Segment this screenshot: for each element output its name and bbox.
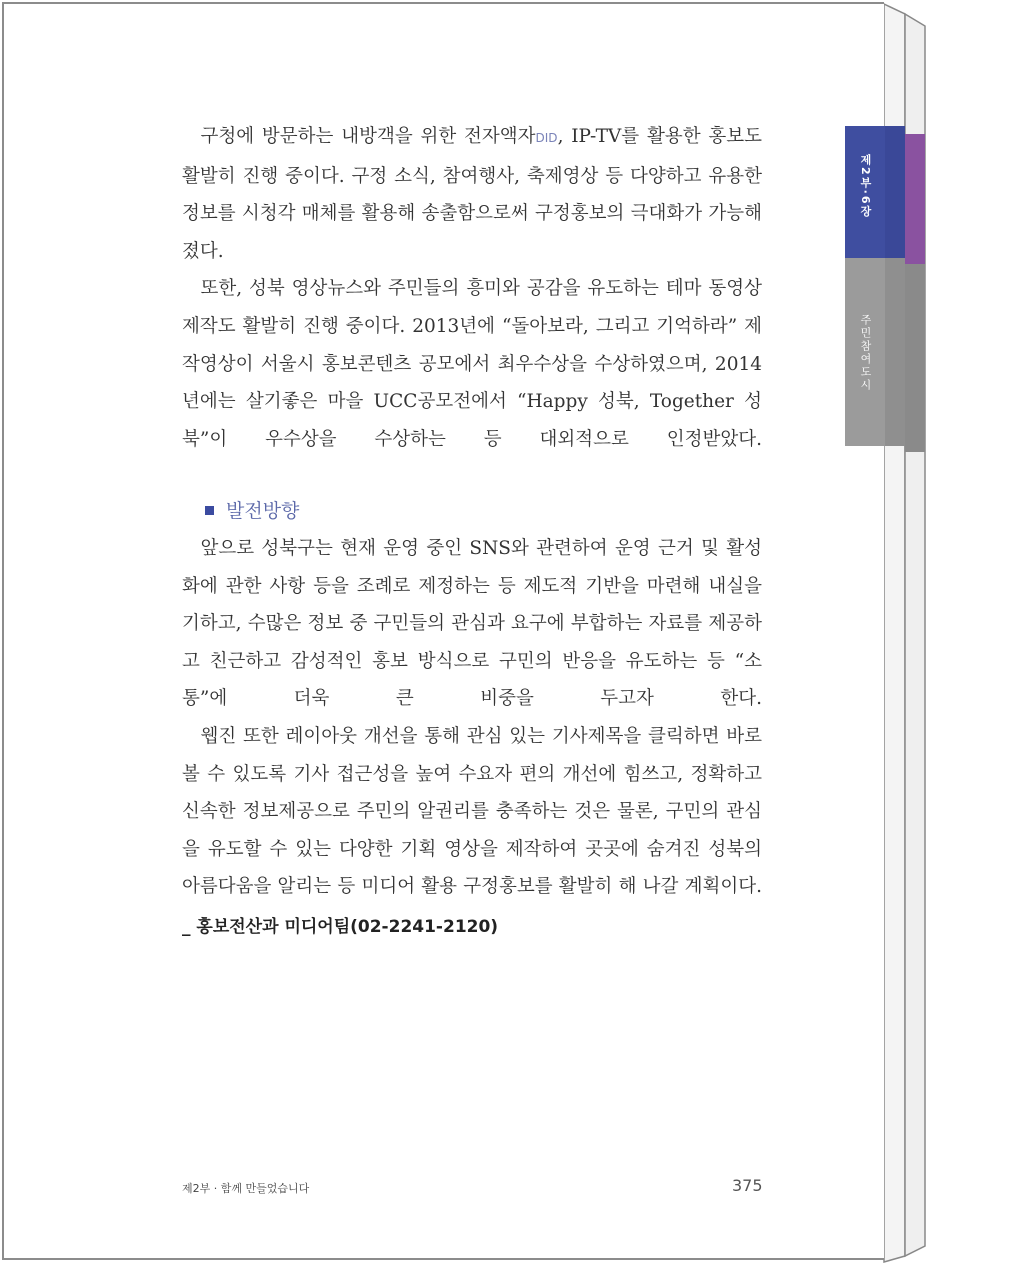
section-heading — [205, 496, 299, 523]
section-tab — [845, 258, 885, 446]
page-number: 375 — [732, 1176, 763, 1195]
running-footer: 제2부 · 함께 만들었습니다 — [182, 1182, 310, 1195]
chapter-tab-label: 제2부·6장 — [859, 154, 872, 219]
square-bullet-icon — [205, 506, 214, 515]
paragraph-2: 또한, 성북 영상뉴스와 주민들의 흥미와 공감을 유도하는 테마 동영상 제작도 활발히 진행 중이다. 2013년에 “돌아보라, 그리고 기억하라” 제작영상이 서울시 홍보콘텐츠 공모에서 최우수상을 수상하였으며, 2014년에는 살기좋은 마을 UCC공모전에서 “Happy 성북, Together 성북”이 우수상을 수상하는 등 대외적으로 인정받았다. — [182, 278, 762, 450]
section-tab-label: 주민참여도시 — [859, 314, 872, 392]
section-title: 발전방향 — [226, 500, 300, 522]
paragraph-4: 웹진 또한 레이아웃 개선을 통해 관심 있는 기사제목을 클릭하면 바로 볼 수 있도록 기사 접근성을 높여 수요자 편의 개선에 힘쓰고, 정확하고 신속한 정보제공으로 주민의 알권리를 충족하는 것은 물론, 구민의 관심을 유도할 수 있는 다양한 기획 영상을 제작하여 곳곳에 숨겨진 성북의 아름다움을 알리는 등 미디어 활용 구정홍보를 활발히 해 나갈 계획이다. — [182, 725, 762, 898]
body-text-bottom — [182, 530, 762, 906]
did-note: DID — [535, 131, 558, 145]
chapter-tab — [845, 126, 885, 258]
paragraph-3: 앞으로 성북구는 현재 운영 중인 SNS와 관련하여 운영 근거 및 활성화에 관한 사항 등을 조례로 제정하는 등 제도적 기반을 마련해 내실을 기하고, 수많은 정보 중 구민들의 관심과 요구에 부합하는 자료를 제공하고 친근하고 감성적인 홍보 방식으로 구민의 반응을 유도하는 등 “소통”에 더욱 큰 비중을 두고자 한다. — [182, 538, 762, 710]
body-text-top — [182, 118, 762, 458]
paragraph-1: 구청에 방문하는 내방객을 위한 전자액자DID, IP-TV를 활용한 홍보도 활발히 진행 중이다. 구정 소식, 참여행사, 축제영상 등 다양하고 유용한 정보를 시청각 매체를 활용해 송출함으로써 구정홍보의 극대화가 가능해졌다. — [182, 126, 762, 262]
department-credit: _ 홍보전산과 미디어팀(02-2241-2120) — [182, 917, 499, 937]
